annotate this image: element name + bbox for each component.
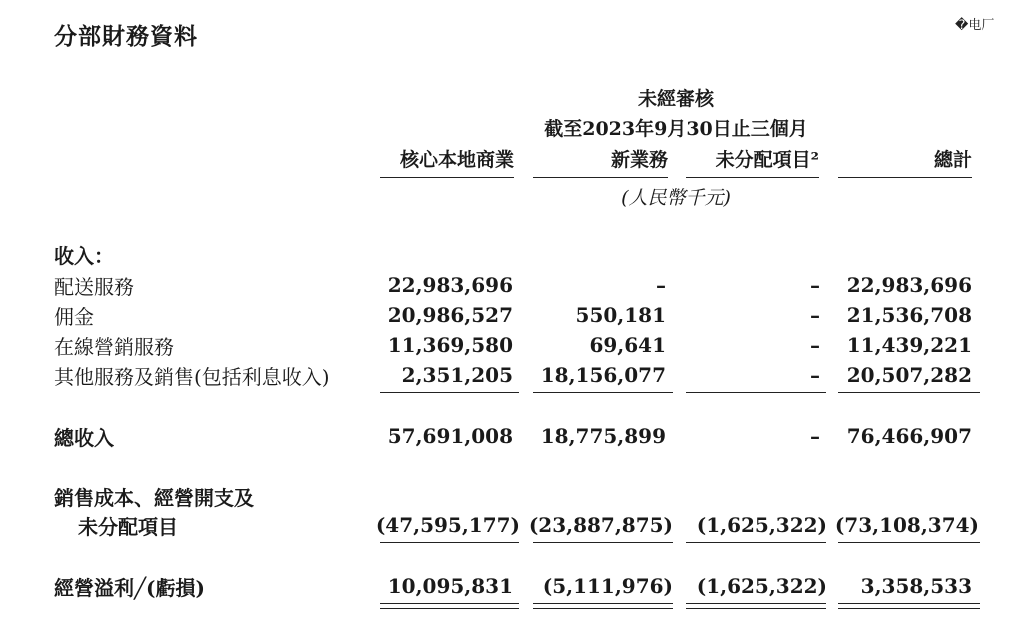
table-cell: – <box>810 273 820 297</box>
subtotal-rule <box>686 542 826 543</box>
column-header-new-initiatives: 新業務 <box>533 145 668 178</box>
table-cell: (73,108,374) <box>834 513 979 537</box>
row-label-costs: 銷售成本、經營開支及 <box>54 486 254 510</box>
subtotal-rule <box>380 542 519 543</box>
subtotal-rule <box>686 392 826 393</box>
subtotal-rule <box>533 542 673 543</box>
column-header-core-local: 核心本地商業 <box>380 145 514 178</box>
table-cell: (47,595,177) <box>375 513 520 537</box>
unit-label: (人民幣千元) <box>621 187 731 209</box>
table-cell: 11,369,580 <box>387 333 513 357</box>
revenue-heading: 收入： <box>54 244 114 268</box>
table-cell: 20,507,282 <box>846 363 972 387</box>
column-header-unallocated: 未分配項目² <box>686 145 819 178</box>
total-double-rule <box>380 608 519 609</box>
table-cell: 18,156,077 <box>540 363 666 387</box>
table-cell: – <box>656 273 666 297</box>
row-label-total-revenue: 總收入 <box>54 426 114 450</box>
table-cell: 18,775,899 <box>540 424 666 448</box>
table-cell: 21,536,708 <box>846 303 972 327</box>
total-double-rule <box>838 608 980 609</box>
page-title: 分部財務資料 <box>54 23 198 50</box>
table-cell: 20,986,527 <box>387 303 513 327</box>
header-period: 截至2023年9月30日止三個月 <box>544 118 808 140</box>
logo: �电厂 <box>955 18 995 33</box>
table-cell: 22,983,696 <box>387 273 513 297</box>
row-label-online-marketing: 在線營銷服務 <box>54 335 174 359</box>
total-double-rule <box>838 603 980 604</box>
table-cell: 2,351,205 <box>401 363 513 387</box>
table-cell: – <box>810 333 820 357</box>
column-header-total: 總計 <box>838 145 972 178</box>
table-cell: – <box>810 424 820 448</box>
table-cell: – <box>810 303 820 327</box>
row-label-other-services: 其他服務及銷售(包括利息收入) <box>54 365 330 389</box>
row-label-operating-profit: 經營溢利╱(虧損) <box>54 576 205 600</box>
table-cell: 57,691,008 <box>387 424 513 448</box>
subtotal-rule <box>533 392 673 393</box>
total-double-rule <box>686 608 826 609</box>
total-double-rule <box>686 603 826 604</box>
table-cell: (5,111,976) <box>542 574 673 598</box>
header-unaudited: 未經審核 <box>637 88 715 110</box>
subtotal-rule <box>838 392 980 393</box>
subtotal-rule <box>380 392 519 393</box>
subtotal-rule <box>838 542 980 543</box>
table-cell: 22,983,696 <box>846 273 972 297</box>
table-cell: (1,625,322) <box>696 513 827 537</box>
row-label-delivery: 配送服務 <box>54 275 134 299</box>
table-cell: (23,887,875) <box>528 513 673 537</box>
table-cell: 550,181 <box>575 303 666 327</box>
table-cell: 11,439,221 <box>846 333 972 357</box>
total-double-rule <box>533 603 673 604</box>
table-cell: 76,466,907 <box>846 424 972 448</box>
table-cell: 3,358,533 <box>860 574 972 598</box>
table-cell: 69,641 <box>589 333 666 357</box>
table-cell: (1,625,322) <box>696 574 827 598</box>
table-cell: 10,095,831 <box>387 574 513 598</box>
row-label-commission: 佣金 <box>54 305 94 329</box>
total-double-rule <box>380 603 519 604</box>
total-double-rule <box>533 608 673 609</box>
row-label-costs-continued: 未分配項目 <box>78 515 178 539</box>
table-cell: – <box>810 363 820 387</box>
